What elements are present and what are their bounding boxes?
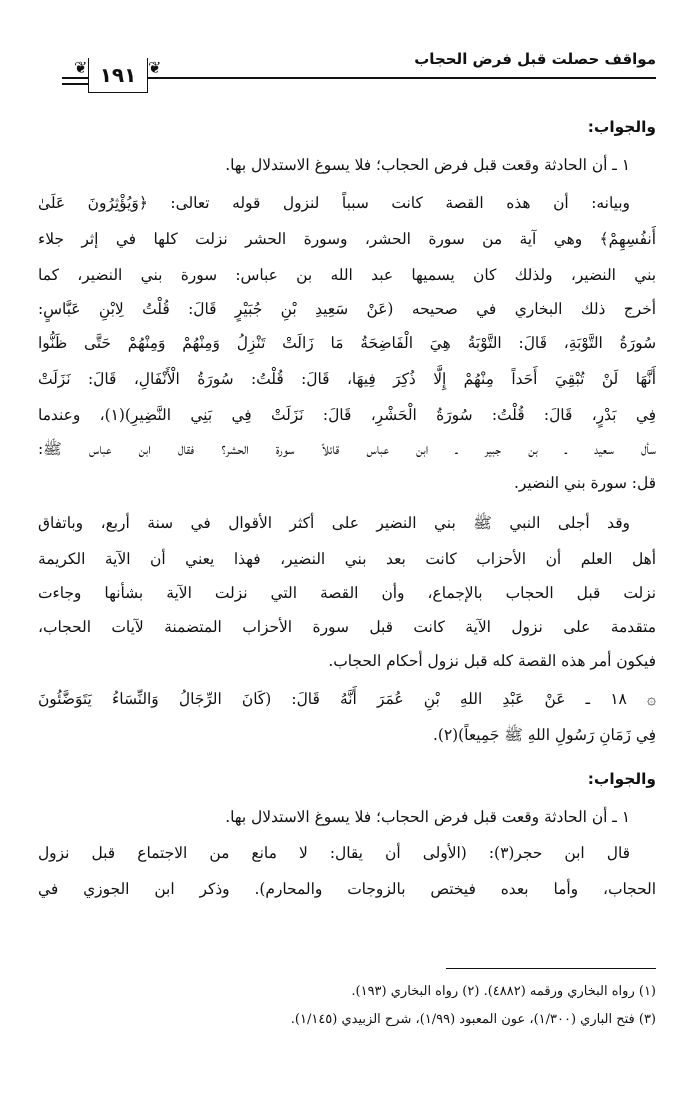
- answer-heading: والجواب:: [587, 770, 656, 788]
- text-line: أهل العلم أن الأحزاب كانت بعد بني النضير، فهذا يعني أن الآية الكريمة: [38, 550, 656, 568]
- text-line: ١ ـ أن الحادثة وقعت قبل فرض الحجاب؛ فلا يسوغ الاستدلال بها.: [225, 808, 630, 826]
- text-line: أَنفُسِهِمْ﴾ وهي آية من سورة الحشر، وسورة الحشر نزلت كلها في إثر جلاء: [38, 230, 656, 248]
- footnote-line: (١) رواه البخاري ورقمه (٤٨٨٢). (٢) رواه البخاري (١٩٣).: [351, 984, 656, 999]
- text-line: سأل سعيد ـ بن جبير ـ ابن عباس قائلاً سورة الحشر؟ فقال ابن عباس ﷺ:: [38, 440, 656, 458]
- ornament-right-icon: ❦: [148, 58, 162, 77]
- text-line: أخرج ذلك البخاري في صحيحه (عَنْ سَعِيدِ بْنِ جُبَيْرٍ قَالَ: قُلْتُ لِابْنِ عَبَّاسٍ:: [38, 300, 656, 318]
- text-line: فِي بَدْرٍ، قَالَ: قُلْتُ: سُورَةُ الْحَشْرِ، قَالَ: نَزَلَتْ فِي بَنِي النَّضِيرِ)(١)، وعندما: [38, 406, 656, 424]
- text-line: قل: سورة بني النضير.: [514, 474, 656, 492]
- hadith-line: فِي زَمَانِ رَسُولِ اللهِ ﷺ جَمِيعاً)(٢).: [432, 726, 656, 744]
- text-line: بني النضير، ولذلك كان يسميها عبد الله بن عباس: سورة بني النضير، كما: [38, 266, 656, 284]
- text-line: قال ابن حجر(٣): (الأولى أن يقال: لا مانع من الاجتماع قبل نزول: [38, 844, 631, 862]
- text-line: سُورَةُ التَّوْبَةِ، قَالَ: التَّوْبَةُ هِيَ الْفَاضِحَةُ مَا زَالَتْ تَنْزِلُ وَمِنْهُمْ وَمِنْهُمْ حَتَّى ظَنُّوا: [38, 334, 656, 352]
- header-rule: [62, 77, 656, 79]
- page-number: ١٩١: [88, 58, 148, 93]
- running-head: مواقف حصلت قبل فرض الحجاب: [414, 50, 656, 68]
- text-line: الحجاب، وأما بعده فيختص بالزوجات والمحارم). وذكر ابن الجوزي في: [38, 880, 656, 898]
- ornament-left-icon: ❦: [74, 58, 88, 77]
- text-line: أَنَّهَا لَنْ تُبْقِيَ أَحَداً مِنْهُمْ إِلَّا ذُكِرَ فِيهَا، قَالَ: قُلْتُ: سُورَةُ الْأَنْفَالِ، قَالَ: نَزَلَتْ: [38, 370, 656, 388]
- footnote-line: (٣) فتح الباري (١/٣٠٠)، عون المعبود (١/٩٩)، شرح الزبيدي (١/١٤٥).: [290, 1012, 656, 1027]
- answer-heading: والجواب:: [587, 118, 656, 136]
- text-line: ١ ـ أن الحادثة وقعت قبل فرض الحجاب؛ فلا يسوغ الاستدلال بها.: [225, 156, 630, 174]
- text-line: وقد أجلى النبي ﷺ بني النضير على أكثر الأقوال في سنة أربع، وباتفاق: [38, 514, 630, 532]
- text-line: وبيانه: أن هذه القصة كانت سبباً لنزول قوله تعالى: ﴿وَيُؤْثِرُونَ عَلَىٰ: [38, 194, 630, 212]
- text-line: نزلت قبل الحجاب بالإجماع، وأن القصة التي نزلت الآية بشأنها وجاءت: [38, 584, 656, 602]
- hadith-line: ۞ ١٨ ـ عَنْ عَبْدِ اللهِ بْنِ عُمَرَ أَنَّهُ قَالَ: (كَانَ الرِّجَالُ وَالنِّسَاءُ يَتَوَضَّئُونَ: [38, 690, 656, 708]
- text-line: فيكون أمر هذه القصة كله قبل نزول أحكام الحجاب.: [328, 652, 656, 670]
- text-line: متقدمة على نزول الآية كانت قبل سورة الأحزاب المتضمنة لآيات الحجاب،: [38, 618, 656, 636]
- footnote-rule: [446, 968, 656, 969]
